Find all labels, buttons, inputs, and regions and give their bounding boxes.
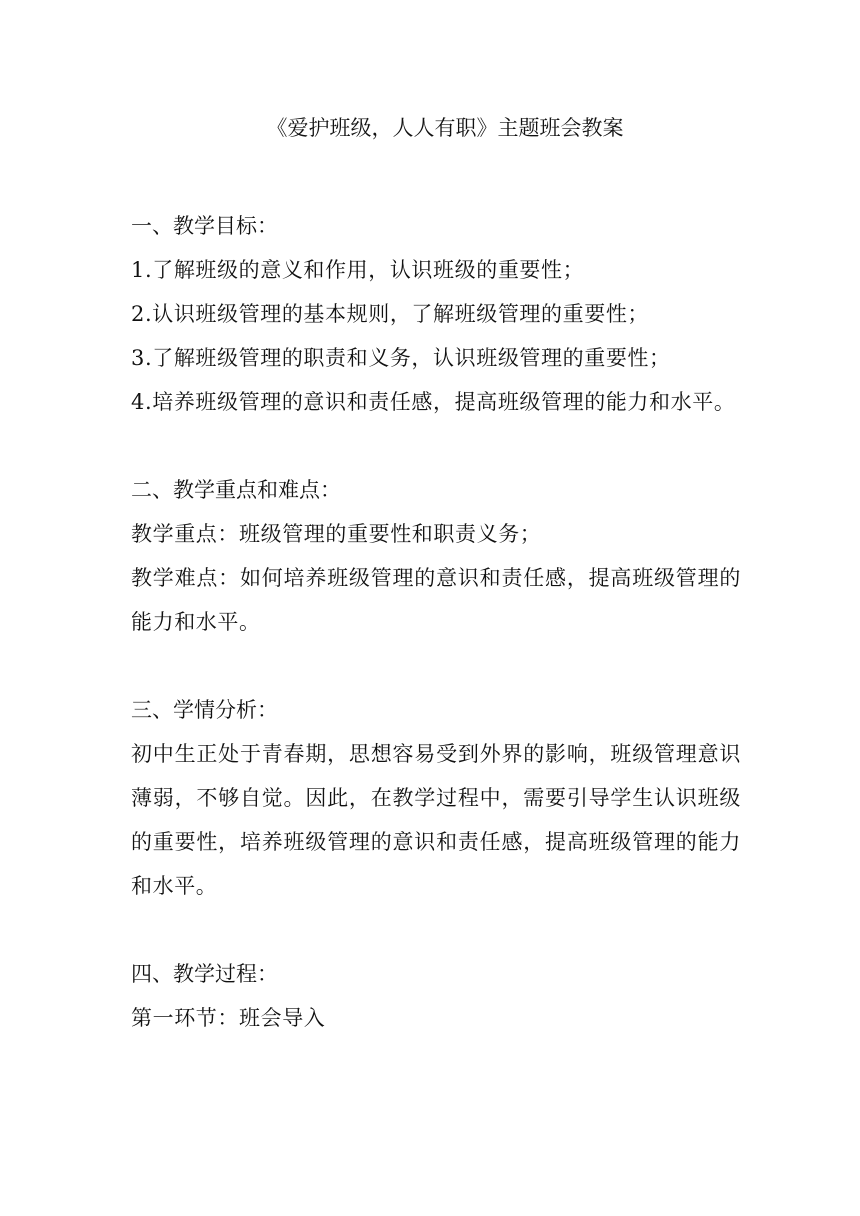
goal-item: 3.了解班级管理的职责和义务，认识班级管理的重要性；	[131, 346, 671, 370]
goal-item: 2.认识班级管理的基本规则，了解班级管理的重要性；	[131, 302, 650, 326]
section-heading: 一、教学目标：	[131, 214, 278, 238]
section-teaching-goals	[131, 204, 741, 424]
section-heading: 四、教学过程：	[131, 962, 278, 986]
goal-item: 4.培养班级管理的意识和责任感，提高班级管理的能力和水平。	[131, 390, 736, 414]
document-title: 《爱护班级，人人有职》主题班会教案	[266, 116, 624, 140]
section-heading: 三、学情分析：	[131, 698, 278, 722]
goal-item: 1.了解班级的意义和作用，认识班级的重要性；	[131, 258, 585, 282]
section-student-analysis	[131, 688, 741, 908]
document-body	[131, 110, 741, 1084]
section-key-points	[131, 468, 741, 644]
key-point-item: 教学重点：班级管理的重要性和职责义务；	[131, 522, 542, 546]
difficulty-item: 教学难点：如何培养班级管理的意识和责任感，提高班级管理的能力和水平。	[131, 566, 741, 634]
process-step: 第一环节：班会导入	[131, 1006, 326, 1030]
section-teaching-process	[131, 952, 741, 1040]
analysis-paragraph: 初中生正处于青春期，思想容易受到外界的影响，班级管理意识薄弱，不够自觉。因此，在教学过程中，需要引导学生认识班级的重要性，培养班级管理的意识和责任感，提高班级管理的能力和水平。	[131, 742, 741, 898]
section-heading: 二、教学重点和难点：	[131, 478, 341, 502]
